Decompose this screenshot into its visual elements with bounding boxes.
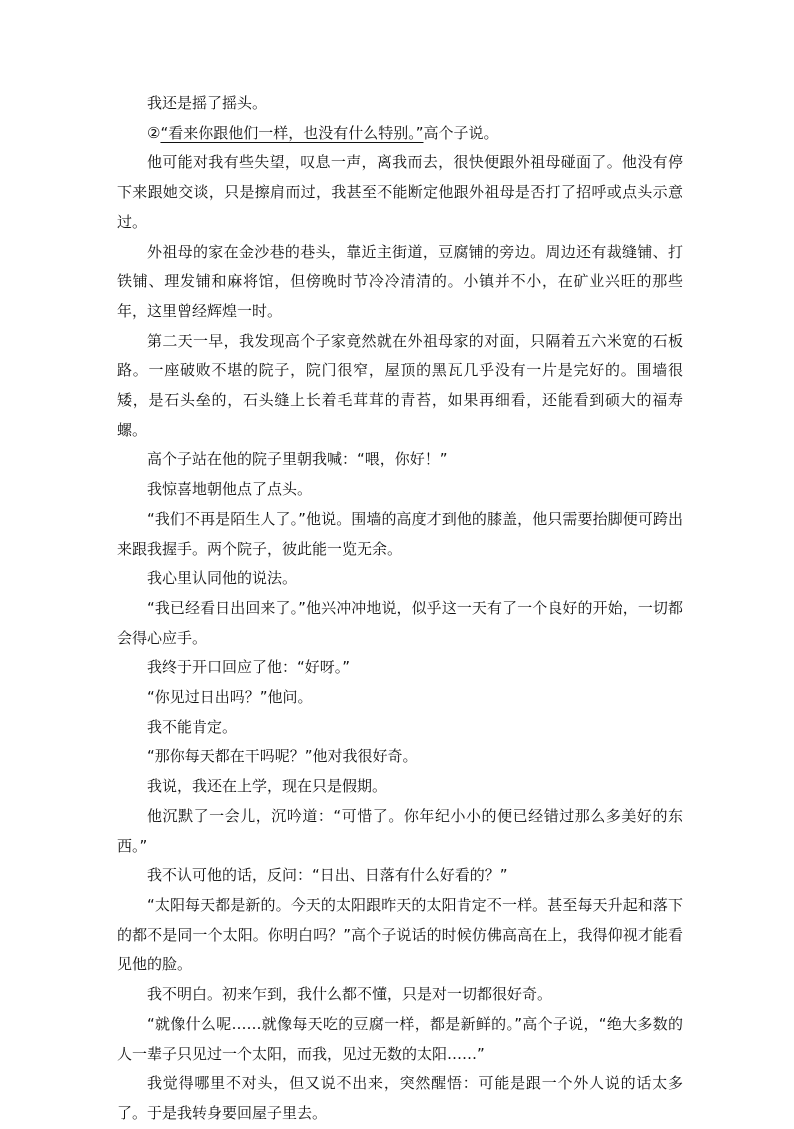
paragraph-20: “就像什么呢……就像每天吃的豆腐一样，都是新鲜的。”高个子说，“绝大多数的人一辈子只见过一个太阳，而我，见过无数的太阳……”: [117, 1014, 683, 1063]
paragraph-19: 我不明白。初来乍到，我什么都不懂，只是对一切都很好奇。: [147, 985, 553, 1004]
paragraph-2-underlined-quote: [117, 119, 683, 149]
paragraph-6: 高个子站在他的院子里朝我喊：“喂，你好！”: [147, 450, 448, 469]
paragraph-3: 他可能对我有些失望，叹息一声，离我而去，很快便跟外祖母碰面了。他没有停下来跟她交谈，只是擦肩而过，我甚至不能断定他跟外祖母是否打了招呼或点头示意过。: [117, 153, 683, 231]
paragraph-5: 第二天一早，我发现高个子家竟然就在外祖母家的对面，只隔着五六米宽的石板路。一座破败不堪的院子，院门很窄，屋顶的黑瓦几乎没有一片是完好的。围墙很矮，是石头垒的，石头缝上长着毛茸茸的青苔，如果再细看，还能看到硕大的福寿螺。: [117, 331, 683, 439]
paragraph-15: 我说，我还在上学，现在只是假期。: [147, 777, 388, 796]
paragraph-16: 他沉默了一会儿，沉吟道：“可惜了。你年纪小小的便已经错过那么多美好的东西。”: [117, 806, 683, 855]
question-marker: ②: [147, 123, 161, 142]
paragraph-4: 外祖母的家在金沙巷的巷头，靠近主街道，豆腐铺的旁边。周边还有裁缝铺、打铁铺、理发铺和麻将馆，但傍晚时节冷冷清清的。小镇并不小，在矿业兴旺的那些年，这里曾经辉煌一时。: [117, 242, 683, 320]
paragraph-14: “那你每天都在干吗呢？”他对我很好奇。: [147, 747, 418, 766]
paragraph-11: 我终于开口回应了他：“好呀。”: [147, 658, 351, 677]
paragraph-18: “太阳每天都是新的。今天的太阳跟昨天的太阳肯定不一样。甚至每天升起和落下的都不是同一个太阳。你明白吗？”高个子说话的时候仿佛高高在上，我得仰视才能看见他的脸。: [117, 895, 683, 974]
paragraph-1: 我还是摇了摇头。: [147, 94, 268, 112]
paragraph-21: 我觉得哪里不对头，但又说不出来，突然醒悟：可能是跟一个外人说的话太多了。于是我转身要回屋子里去。: [117, 1074, 683, 1122]
paragraph-12: “你见过日出吗？”他问。: [147, 688, 313, 707]
paragraph-7: 我惊喜地朝他点了点头。: [147, 480, 313, 499]
paragraph-13: 我不能肯定。: [147, 717, 238, 736]
paragraph-9: 我心里认同他的说法。: [147, 569, 298, 588]
paragraph-8: “我们不再是陌生人了。”他说。围墙的高度才到他的膝盖，他只需要抬脚便可跨出来跟我握手。两个院子，彼此能一览无余。: [117, 509, 683, 558]
document-page: [117, 89, 683, 1129]
paragraph-2-suffix: 高个子说。: [423, 123, 499, 142]
paragraph-17: 我不认可他的话，反问：“日出、日落有什么好看的？”: [147, 866, 508, 885]
underlined-sentence: “看来你跟他们一样，也没有什么特别。”: [160, 123, 424, 142]
paragraph-10: “我已经看日出回来了。”他兴冲冲地说，似乎这一天有了一个良好的开始，一切都会得心应手。: [117, 598, 683, 647]
